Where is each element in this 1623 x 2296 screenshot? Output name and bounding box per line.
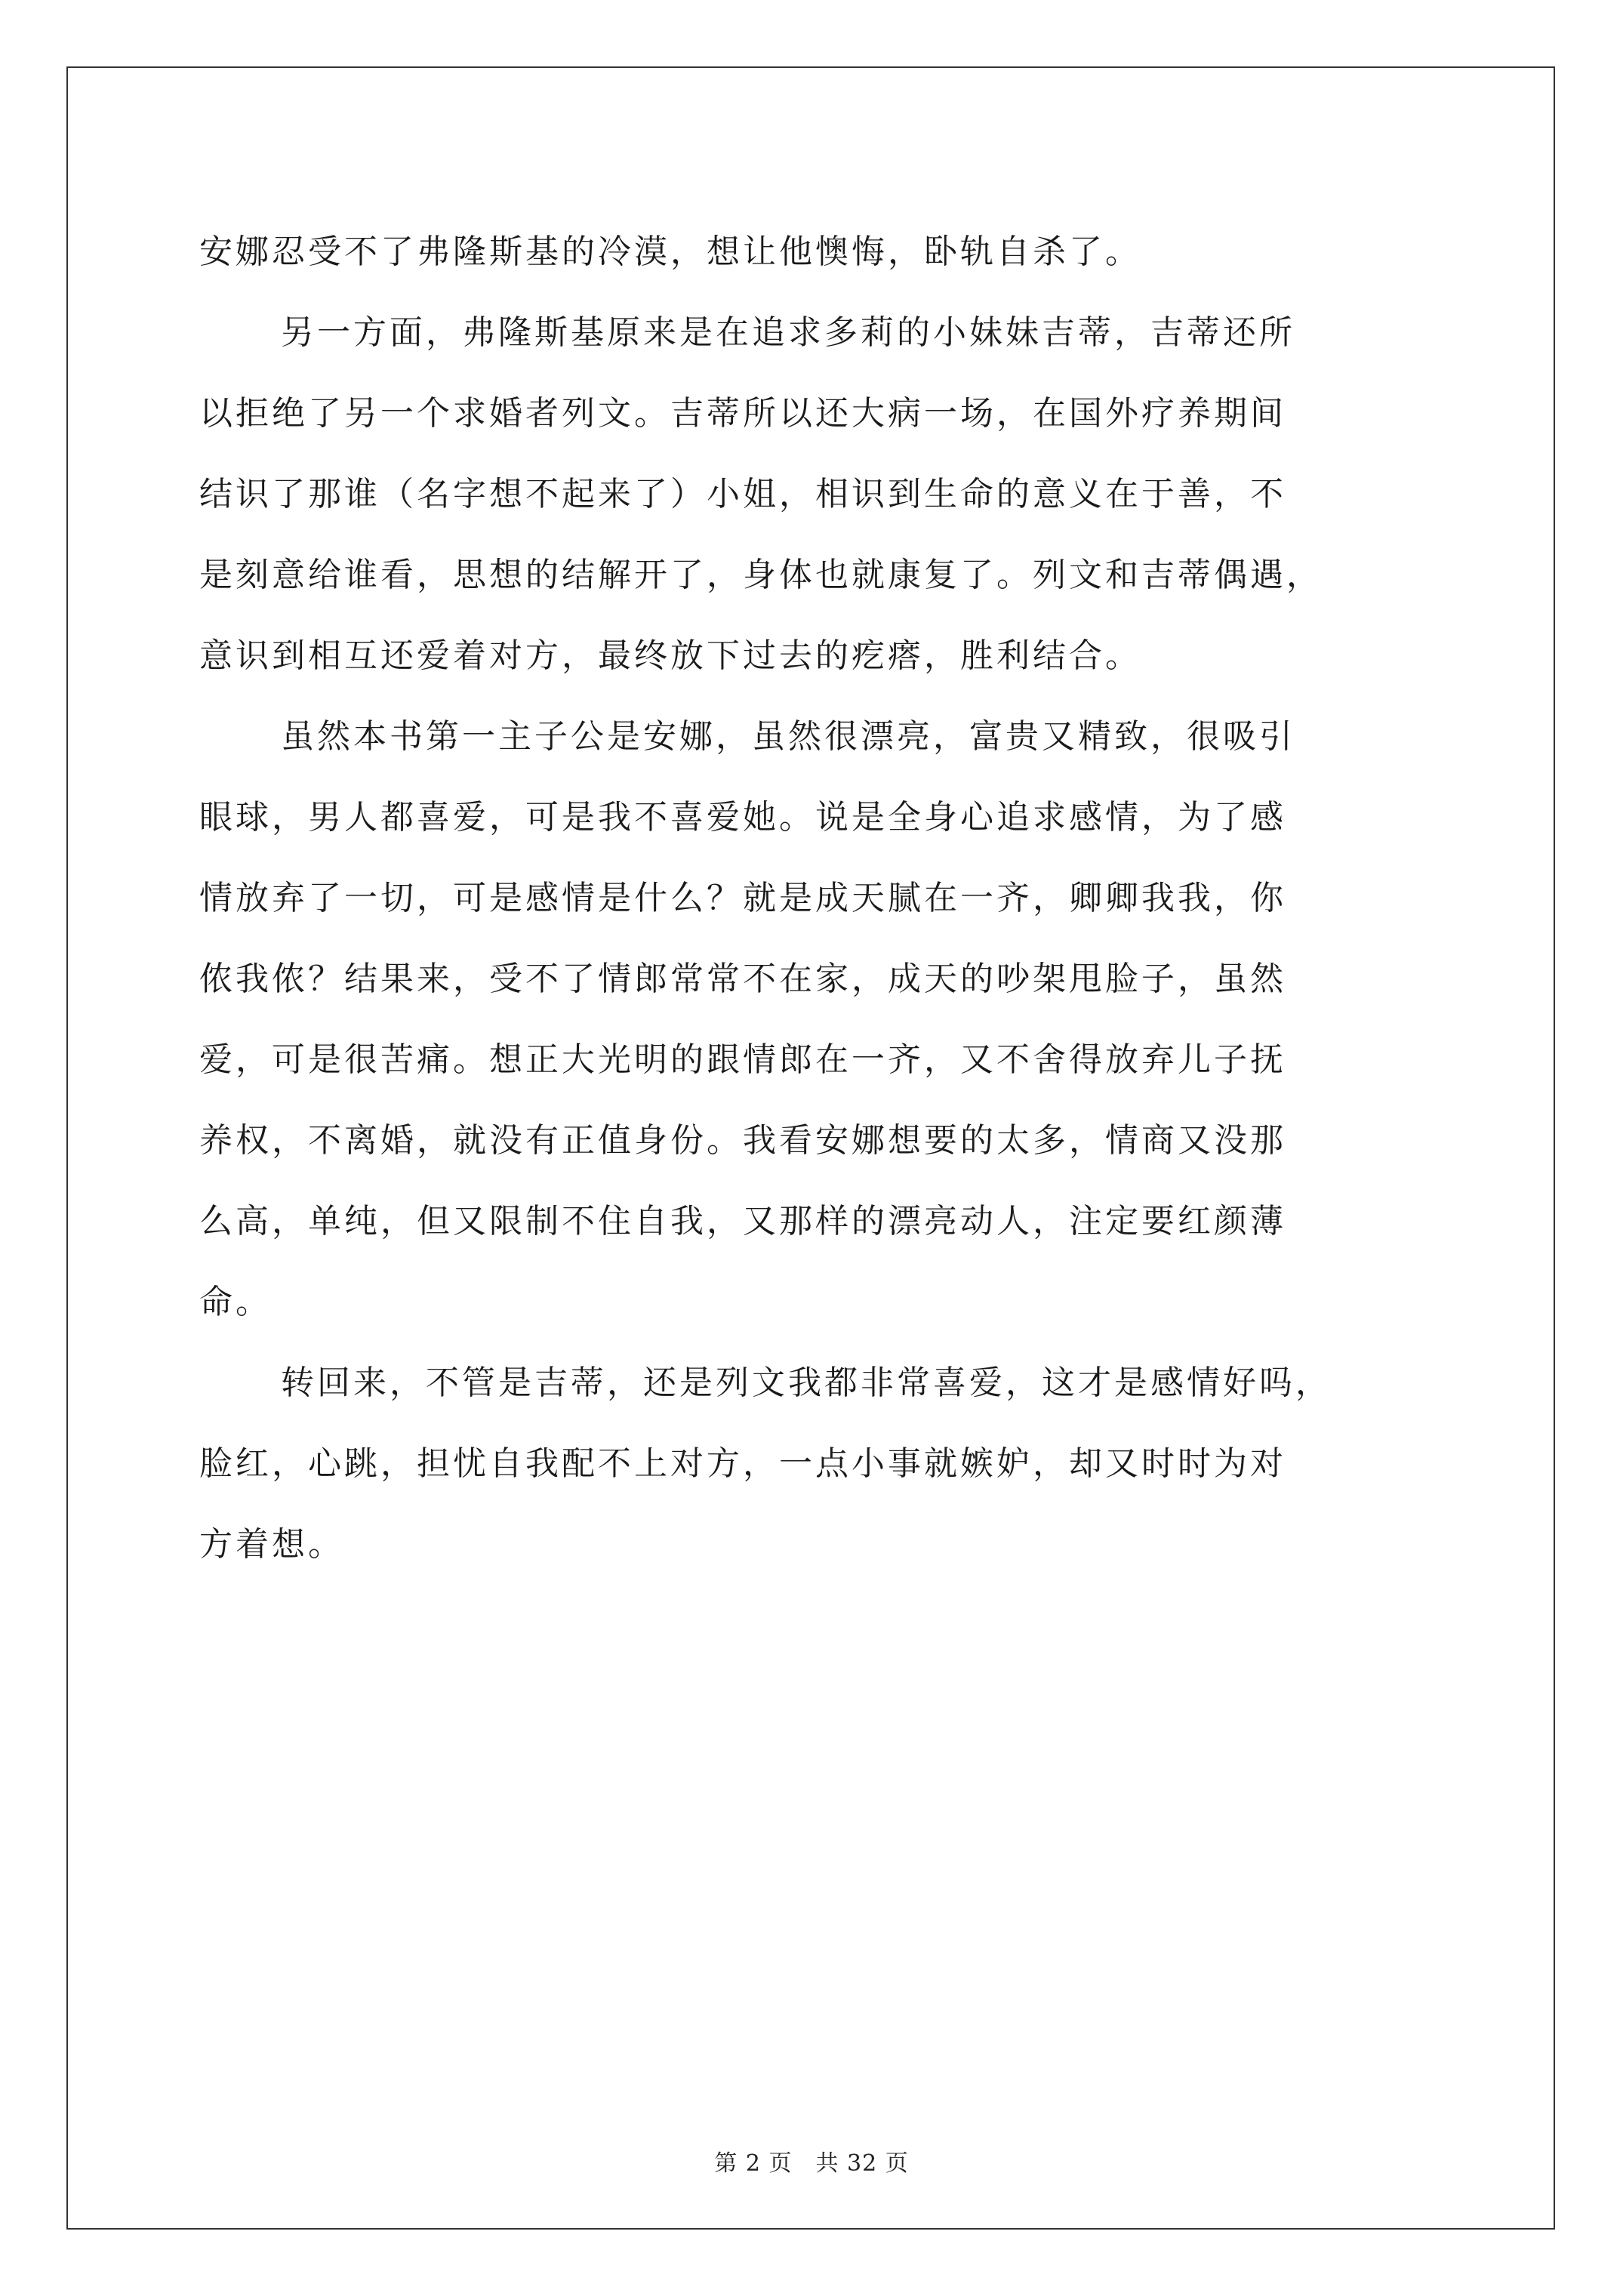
text-line: 养权，不离婚，就没有正值身份。我看安娜想要的太多，情商又没那 <box>199 1121 1286 1160</box>
text-line: 方着想。 <box>199 1525 344 1564</box>
text-line: 转回来，不管是吉蒂，还是列文我都非常喜爱，这才是感情好吗， <box>281 1364 1332 1402</box>
text-line: 么高，单纯，但又限制不住自我，又那样的漂亮动人，注定要红颜薄 <box>199 1202 1286 1240</box>
paragraph <box>199 1342 1483 1585</box>
page-number-footer: 第 2 页 共 32 页 <box>714 2150 909 2177</box>
text-line: 命。 <box>199 1283 272 1321</box>
text-line: 是刻意给谁看，思想的结解开了，身体也就康复了。列文和吉蒂偶遇， <box>199 556 1323 594</box>
text-line: 脸红，心跳，担忧自我配不上对方，一点小事就嫉妒，却又时时为对 <box>199 1444 1286 1483</box>
text-line: 另一方面，弗隆斯基原来是在追求多莉的小妹妹吉蒂，吉蒂还所 <box>281 313 1295 352</box>
text-line: 情放弃了一切，可是感情是什么？就是成天腻在一齐，卿卿我我，你 <box>199 879 1286 917</box>
text-line: 结识了那谁（名字想不起来了）小姐，相识到生命的意义在于善，不 <box>199 475 1286 513</box>
text-line: 以拒绝了另一个求婚者列文。吉蒂所以还大病一场，在国外疗养期间 <box>199 394 1286 433</box>
text-line: 眼球，男人都喜爱，可是我不喜爱她。说是全身心追求感情，为了感 <box>199 798 1286 837</box>
text-line: 意识到相互还爱着对方，最终放下过去的疙瘩，胜利结合。 <box>199 636 1141 675</box>
text-line: 侬我侬？结果来，受不了情郎常常不在家，成天的吵架甩脸子，虽然 <box>199 960 1286 998</box>
paragraph <box>199 211 1483 292</box>
text-line: 安娜忍受不了弗隆斯基的冷漠，想让他懊悔，卧轨自杀了。 <box>199 233 1141 271</box>
paragraph <box>199 696 1483 1342</box>
text-line: 爱，可是很苦痛。想正大光明的跟情郎在一齐，又不舍得放弃儿子抚 <box>199 1040 1286 1079</box>
document-body <box>199 211 1483 1585</box>
paragraph <box>199 292 1483 696</box>
text-line: 虽然本书第一主子公是安娜，虽然很漂亮，富贵又精致，很吸引 <box>281 717 1295 756</box>
